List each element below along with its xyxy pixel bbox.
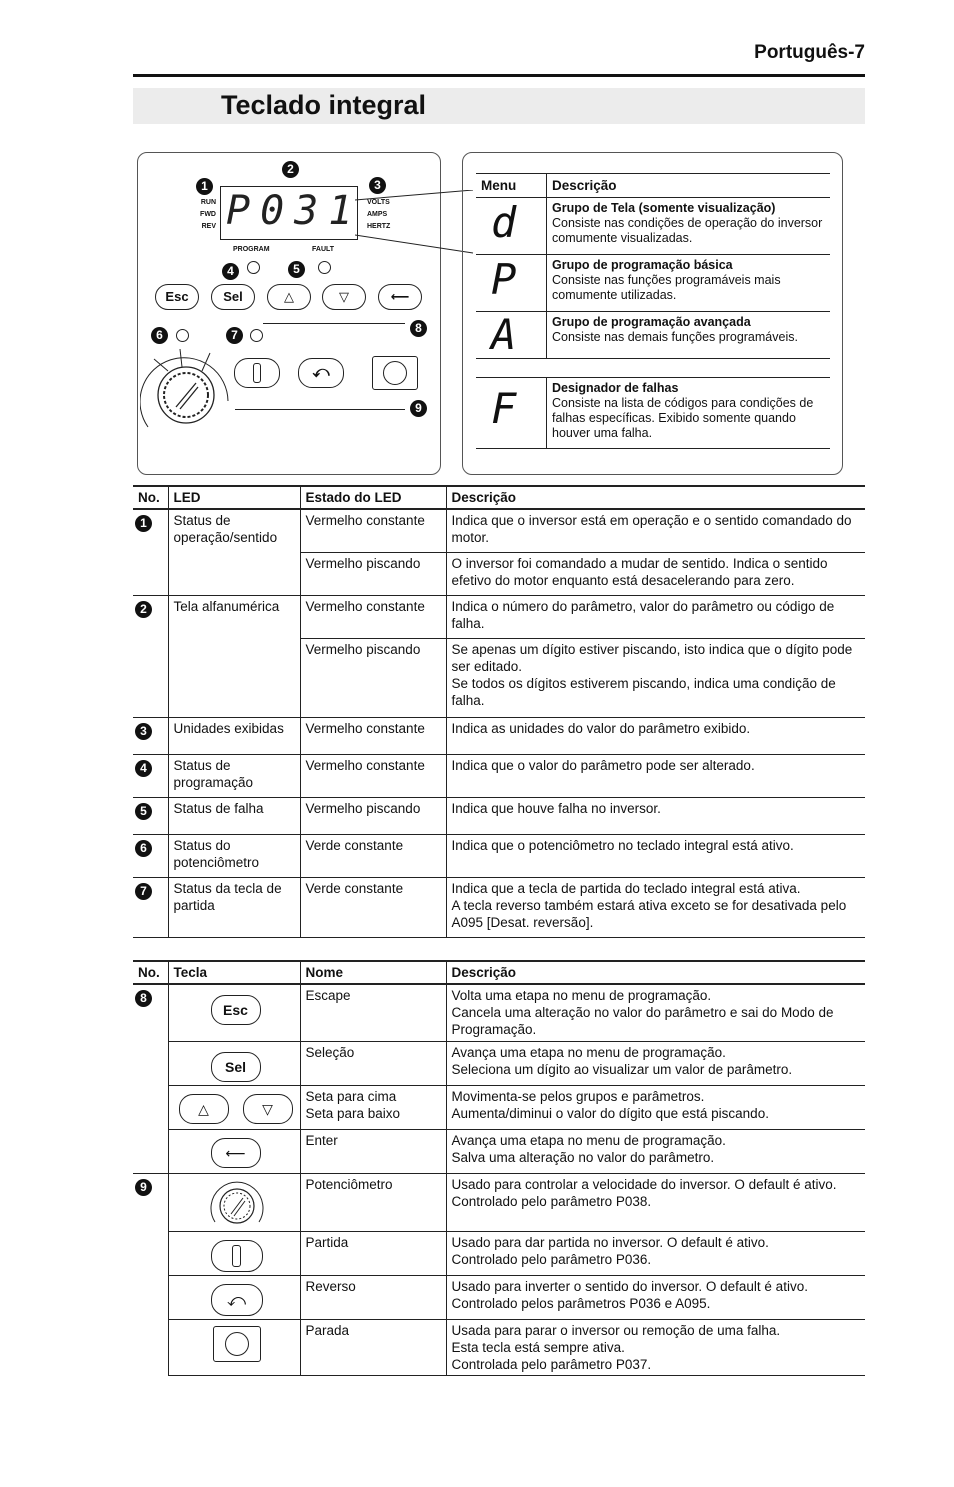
key-name-cell bbox=[300, 1130, 446, 1174]
up-arrow-key[interactable] bbox=[267, 284, 311, 310]
menu-glyph-cell bbox=[476, 378, 547, 449]
led-row bbox=[133, 718, 865, 755]
menu-row-advanced bbox=[476, 312, 830, 359]
menu-title: Designador de falhas bbox=[552, 381, 679, 395]
led-row bbox=[133, 755, 865, 798]
down-arrow-key-icon: ▽ bbox=[243, 1094, 293, 1124]
sel-key-icon bbox=[211, 1052, 261, 1082]
led-desc: Indica que o valor do parâmetro pode ser alterado. bbox=[451, 758, 755, 773]
led-table bbox=[133, 485, 865, 938]
led-state-cell bbox=[300, 509, 446, 553]
key-desc-cell bbox=[446, 1130, 865, 1174]
led-state-cell bbox=[300, 596, 446, 639]
led-desc-cell bbox=[446, 755, 865, 798]
key-row bbox=[133, 1174, 865, 1232]
led-number-cell bbox=[133, 835, 168, 878]
key-header-name: Nome bbox=[300, 961, 446, 984]
enter-key-icon: ⟵ bbox=[211, 1138, 261, 1168]
key-name-cell bbox=[300, 1086, 446, 1130]
key-name: Potenciômetro bbox=[305, 1177, 393, 1192]
menu-desc-cell bbox=[547, 312, 831, 359]
led-name-cell bbox=[168, 878, 300, 938]
key-row bbox=[133, 1232, 865, 1276]
callout-number: 6 bbox=[135, 840, 152, 857]
menu-row-basic bbox=[476, 255, 830, 312]
menu-desc: Consiste nas funções programáveis mais comumente utilizadas. bbox=[552, 273, 781, 302]
callout-number: 8 bbox=[135, 990, 152, 1007]
indicator-run: RUN bbox=[200, 199, 216, 206]
callout-number: 1 bbox=[135, 515, 152, 532]
fault-led bbox=[318, 261, 331, 274]
led-desc-cell bbox=[446, 718, 865, 755]
potentiometer-knob[interactable] bbox=[140, 341, 236, 431]
callout-number: 2 bbox=[135, 601, 152, 618]
callout-2: 2 bbox=[282, 161, 299, 178]
led-desc: Indica o número do parâmetro, valor do parâmetro ou código de falha. bbox=[451, 599, 835, 631]
esc-key-icon bbox=[211, 995, 261, 1025]
led-number-cell bbox=[133, 509, 168, 596]
menu-glyph-f: F bbox=[491, 384, 517, 433]
key-name-cell bbox=[300, 1232, 446, 1276]
led-name: Status de programação bbox=[173, 758, 254, 790]
fault-label: FAULT bbox=[312, 246, 335, 253]
up-triangle-icon: △ bbox=[284, 289, 294, 304]
led-name: Status de falha bbox=[173, 801, 264, 816]
divider-line bbox=[263, 323, 405, 324]
key-name: Escape bbox=[305, 988, 351, 1003]
callout-9: 9 bbox=[410, 400, 427, 417]
led-name: Status da tecla de partida bbox=[173, 881, 282, 913]
menu-title: Grupo de programação básica bbox=[552, 258, 733, 272]
menu-desc-cell bbox=[547, 378, 831, 449]
key-header-description: Descrição bbox=[446, 961, 865, 984]
menu-glyph-cell bbox=[476, 198, 547, 255]
led-name-cell bbox=[168, 509, 300, 596]
menu-row-spacer bbox=[476, 359, 830, 378]
led-number-cell bbox=[133, 798, 168, 835]
key-row bbox=[133, 984, 865, 1042]
menu-title: Grupo de programação avançada bbox=[552, 315, 751, 329]
menu-glyph-a: A bbox=[491, 310, 517, 359]
menu-desc-cell bbox=[547, 255, 831, 312]
enter-key[interactable] bbox=[378, 284, 422, 310]
led-desc-cell bbox=[446, 798, 865, 835]
callout-8: 8 bbox=[410, 320, 427, 337]
menu-title: Grupo de Tela (somente visualização) bbox=[552, 201, 776, 215]
key-name: Enter bbox=[305, 1133, 338, 1148]
led-name: Status de operação/sentido bbox=[173, 513, 278, 545]
led-desc: Se apenas um dígito estiver piscando, isto indica que o dígito pode ser editado. Se todos os dígitos estiverem piscando, indica uma condição de falha. bbox=[451, 642, 853, 708]
key-name-cell bbox=[300, 1174, 446, 1232]
callout-4: 4 bbox=[222, 263, 239, 280]
menu-row-fault bbox=[476, 378, 830, 449]
menu-desc: Consiste na lista de códigos para condições de falhas específicas. Exibido somente quando houver uma falha. bbox=[552, 396, 814, 440]
led-header-no: No. bbox=[133, 486, 168, 509]
key-table bbox=[133, 960, 865, 1376]
up-arrow-key-icon: △ bbox=[179, 1094, 229, 1124]
led-header-led: LED bbox=[168, 486, 300, 509]
callout-number: 4 bbox=[135, 760, 152, 777]
key-name-cell bbox=[300, 1042, 446, 1086]
reverse-arrow-icon: ⤺ bbox=[312, 364, 330, 381]
menu-panel bbox=[462, 152, 843, 475]
key-desc-cell bbox=[446, 1320, 865, 1376]
key-desc: Usada para parar o inversor ou remoção de uma falha. Esta tecla está sempre ativa. Controlada pelo parâmetro P037. bbox=[451, 1323, 781, 1372]
led-state: Vermelho constante bbox=[305, 758, 425, 773]
callout-number: 3 bbox=[135, 723, 152, 740]
key-name: Seta para cima Seta para baixo bbox=[305, 1089, 401, 1121]
led-desc-cell bbox=[446, 639, 865, 718]
sel-key-label: Sel bbox=[224, 1059, 246, 1075]
led-state-cell bbox=[300, 835, 446, 878]
alphanumeric-display: P031 bbox=[226, 188, 363, 234]
key-name: Parada bbox=[305, 1323, 350, 1338]
led-desc: Indica que o potenciômetro no teclado integral está ativo. bbox=[451, 838, 794, 853]
reverse-key[interactable] bbox=[298, 358, 344, 388]
led-state: Vermelho constante bbox=[305, 599, 425, 614]
key-desc: Usado para dar partida no inversor. O default é ativo. Controlado pelo parâmetro P036. bbox=[451, 1235, 769, 1267]
led-state-cell bbox=[300, 878, 446, 938]
led-header-state: Estado do LED bbox=[300, 486, 446, 509]
key-number-cell bbox=[133, 984, 168, 1174]
led-state-cell bbox=[300, 798, 446, 835]
key-desc: Usado para controlar a velocidade do inversor. O default é ativo. Controlado pelo parâmetro P038. bbox=[451, 1177, 837, 1209]
key-name-cell bbox=[300, 1320, 446, 1376]
key-desc-cell bbox=[446, 1086, 865, 1130]
key-icon-cell bbox=[168, 1276, 300, 1320]
key-desc: Usado para inverter o sentido do inversor. O default é ativo. Controlado pelos parâmetros P036 e A095. bbox=[451, 1279, 808, 1311]
led-row bbox=[133, 509, 865, 553]
led-state: Vermelho piscando bbox=[305, 801, 421, 816]
led-row bbox=[133, 835, 865, 878]
stop-key-icon bbox=[213, 1326, 261, 1362]
key-icon-cell bbox=[168, 1320, 300, 1376]
menu-header-menu: Menu bbox=[476, 174, 547, 198]
key-row bbox=[133, 1042, 865, 1086]
led-row bbox=[133, 596, 865, 639]
led-name-cell bbox=[168, 718, 300, 755]
key-desc-cell bbox=[446, 1276, 865, 1320]
led-desc: Indica que o inversor está em operação e o sentido comandado do motor. bbox=[451, 513, 852, 545]
program-led bbox=[247, 261, 260, 274]
led-state: Vermelho constante bbox=[305, 721, 425, 736]
key-desc-cell bbox=[446, 1174, 865, 1232]
page-title: Teclado integral bbox=[221, 90, 427, 120]
callout-5: 5 bbox=[288, 261, 305, 278]
led-name: Unidades exibidas bbox=[173, 721, 284, 736]
callout-number: 9 bbox=[135, 1179, 152, 1196]
indicator-rev: REV bbox=[201, 223, 216, 230]
indicator-hertz: HERTZ bbox=[367, 223, 391, 230]
key-number-cell bbox=[133, 1174, 168, 1376]
key-name: Reverso bbox=[305, 1279, 356, 1294]
led-name-cell bbox=[168, 798, 300, 835]
menu-glyph-cell bbox=[476, 312, 547, 359]
led-state: Vermelho piscando bbox=[305, 556, 421, 571]
key-desc: Avança uma etapa no menu de programação. Salva uma alteração no valor do parâmetro. bbox=[451, 1133, 726, 1165]
led-desc: Indica que houve falha no inversor. bbox=[451, 801, 661, 816]
led-name-cell bbox=[168, 596, 300, 718]
enter-arrow-icon: ⟵ bbox=[390, 289, 410, 304]
led-number-cell bbox=[133, 755, 168, 798]
led-desc: Indica que a tecla de partida do teclado integral está ativa. A tecla reverso também estará ativa exceto se for desativada pelo A095 [Desat. reversão]. bbox=[451, 881, 847, 930]
key-name-cell bbox=[300, 984, 446, 1042]
callout-number: 7 bbox=[135, 883, 152, 900]
menu-glyph-p: P bbox=[491, 255, 517, 304]
program-label: PROGRAM bbox=[233, 246, 270, 253]
led-state-cell bbox=[300, 718, 446, 755]
reverse-key-icon: ⤺ bbox=[211, 1284, 263, 1316]
led-state-cell bbox=[300, 553, 446, 596]
key-icon-cell bbox=[168, 1086, 300, 1130]
divider-line-2 bbox=[235, 409, 405, 410]
callout-number: 5 bbox=[135, 803, 152, 820]
key-row bbox=[133, 1086, 865, 1130]
led-name: Tela alfanumérica bbox=[173, 599, 280, 614]
led-desc: Indica as unidades do valor do parâmetro exibido. bbox=[451, 721, 751, 736]
key-header-no: No. bbox=[133, 961, 168, 984]
callout-3: 3 bbox=[369, 177, 386, 194]
stop-circle-icon bbox=[383, 361, 407, 385]
callout-1: 1 bbox=[196, 178, 213, 195]
key-name-cell bbox=[300, 1276, 446, 1320]
led-state: Verde constante bbox=[305, 838, 404, 853]
title-bar bbox=[133, 88, 865, 124]
led-state-cell bbox=[300, 755, 446, 798]
led-state-cell bbox=[300, 639, 446, 718]
key-name: Partida bbox=[305, 1235, 349, 1250]
menu-desc: Consiste nas condições de operação do inversor comumente visualizadas. bbox=[552, 216, 823, 245]
menu-desc-cell bbox=[547, 198, 831, 255]
led-number-cell bbox=[133, 718, 168, 755]
key-icon-cell bbox=[168, 1232, 300, 1276]
led-state: Vermelho piscando bbox=[305, 642, 421, 657]
potentiometer-icon bbox=[207, 1176, 267, 1234]
led-desc: O inversor foi comandado a mudar de sentido. Indica o sentido efetivo do motor enquanto está desacelerando para zero. bbox=[451, 556, 828, 588]
menu-glyph-d: d bbox=[491, 198, 517, 247]
led-desc-cell bbox=[446, 509, 865, 553]
indicator-amps: AMPS bbox=[367, 211, 388, 218]
start-key-icon bbox=[211, 1240, 263, 1272]
stop-circle-icon bbox=[225, 1332, 249, 1356]
esc-key[interactable]: Esc bbox=[155, 284, 199, 310]
led-state: Vermelho constante bbox=[305, 513, 425, 528]
start-key[interactable] bbox=[234, 358, 280, 388]
led-desc-cell bbox=[446, 553, 865, 596]
menu-table bbox=[476, 173, 830, 449]
key-row bbox=[133, 1320, 865, 1376]
indicator-fwd: FWD bbox=[200, 211, 216, 218]
key-row bbox=[133, 1276, 865, 1320]
led-row bbox=[133, 798, 865, 835]
sel-key[interactable]: Sel bbox=[211, 284, 255, 310]
led-state: Verde constante bbox=[305, 881, 404, 896]
menu-header-description: Descrição bbox=[547, 174, 831, 198]
key-desc-cell bbox=[446, 1232, 865, 1276]
key-icon-cell bbox=[168, 1130, 300, 1174]
indicator-volts: VOLTS bbox=[367, 199, 390, 206]
key-desc-cell bbox=[446, 984, 865, 1042]
led-desc-cell bbox=[446, 835, 865, 878]
menu-desc: Consiste nas demais funções programáveis. bbox=[552, 330, 798, 344]
left-indicators bbox=[192, 197, 216, 233]
menu-row-display bbox=[476, 198, 830, 255]
key-desc-cell bbox=[446, 1042, 865, 1086]
page-header bbox=[133, 40, 865, 77]
esc-key-label: Esc bbox=[223, 1002, 248, 1018]
down-triangle-icon: ▽ bbox=[339, 289, 349, 304]
key-icon-cell bbox=[168, 1042, 300, 1086]
key-header-key: Tecla bbox=[168, 961, 300, 984]
start-bar-icon bbox=[253, 363, 261, 383]
led-name-cell bbox=[168, 755, 300, 798]
key-name: Seleção bbox=[305, 1045, 355, 1060]
key-desc: Movimenta-se pelos grupos e parâmetros. Aumenta/diminui o valor do dígito que está piscando. bbox=[451, 1089, 769, 1121]
page-number: Português-7 bbox=[754, 42, 865, 63]
menu-glyph-cell bbox=[476, 255, 547, 312]
key-icon-cell bbox=[168, 984, 300, 1042]
led-desc-cell bbox=[446, 596, 865, 639]
led-number-cell bbox=[133, 878, 168, 938]
led-header-description: Descrição bbox=[446, 486, 865, 509]
led-number-cell bbox=[133, 596, 168, 718]
callout-7: 7 bbox=[226, 327, 243, 344]
led-name-cell bbox=[168, 835, 300, 878]
start-led bbox=[250, 329, 263, 342]
led-name: Status do potenciômetro bbox=[173, 838, 260, 870]
stop-key[interactable] bbox=[372, 356, 418, 390]
key-desc: Volta uma etapa no menu de programação. Cancela uma alteração no valor do parâmetro e sai do Modo de Programação. bbox=[451, 988, 834, 1037]
key-icon-cell bbox=[168, 1174, 300, 1232]
key-row bbox=[133, 1130, 865, 1174]
start-bar-icon bbox=[232, 1245, 241, 1267]
led-row bbox=[133, 878, 865, 938]
key-desc: Avança uma etapa no menu de programação. Seleciona um dígito ao visualizar um valor de parâmetro. bbox=[451, 1045, 793, 1077]
callout-6: 6 bbox=[151, 327, 168, 344]
down-arrow-key[interactable] bbox=[322, 284, 366, 310]
led-desc-cell bbox=[446, 878, 865, 938]
